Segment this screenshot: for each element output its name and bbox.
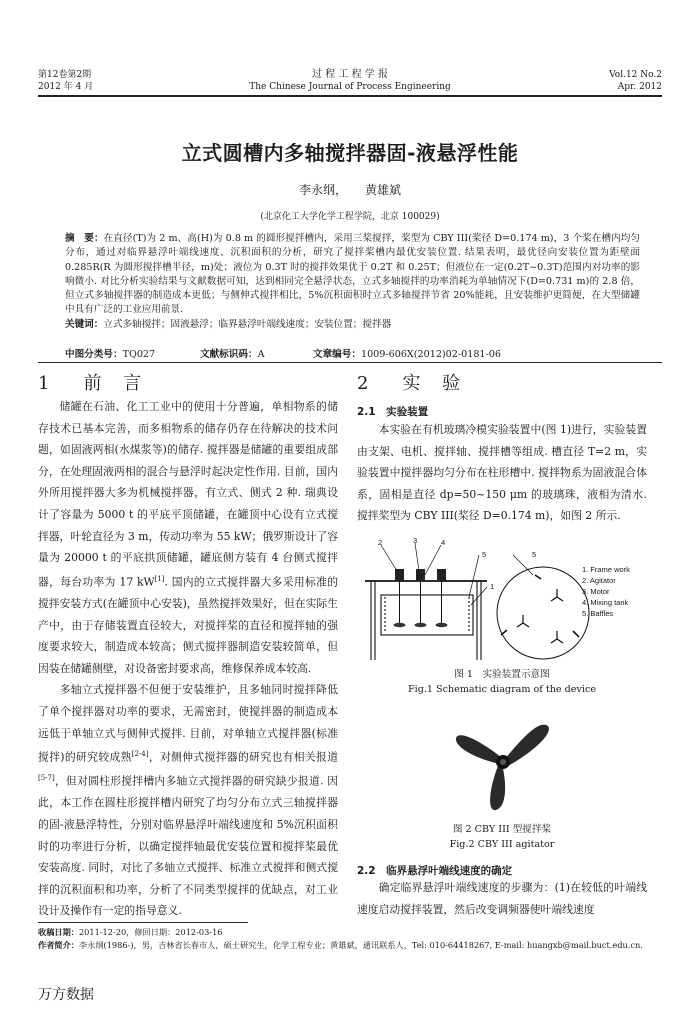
fig1-legend [582, 564, 630, 619]
keywords-text: 立式多轴搅拌；固液悬浮；临界悬浮叶端线速度；安装位置；搅拌器 [103, 318, 392, 330]
fig1-label-2: 2 [378, 538, 383, 547]
subsection-2-2: 2.2 临界悬浮叶端线速度的确定 [357, 865, 513, 877]
legend-item: 3. Motor [582, 587, 610, 596]
abstract-text: 在直径(T)为 2 m、高(H)为 0.8 m 的圆形搅拌槽内，采用三桨搅拌，桨型为 CBY III(桨径 D=0.174 m)，3 个桨在槽内均匀分布，通过对临界悬浮叶端线速度、沉积面积的分析，研究了搅拌桨槽内最优安装位置. 结果表明，最优径向安装位置为距壁面 0.285R(R 为圆形搅拌槽半径，m)处；液位为 0.3T 时的搅拌效果优于 0.2T 和 0.25T；但液位在一定(0.2T~0.3T)范围内对功率的影响微小. 对比分析实验结果与文献数据可知，达到相同完全悬浮状态，立式多轴搅拌的功率消耗为单轴情况下(D=0.731 m)的 2.8 倍，但立式多轴搅拌器的制造成本更低；与侧伸式搅拌相比，5%沉积面积时立式多轴搅拌节省 20%能耗，且安装维护更简便，在大型储罐中具有广泛的工业应用前景. [65, 233, 641, 316]
figure-2-caption-cn: 图 2 CBY III 型搅拌桨 [452, 824, 552, 835]
impeller-icon [394, 623, 406, 627]
figure-1-caption-en: Fig.1 Schematic diagram of the device [407, 684, 597, 695]
tank-top-view [497, 567, 589, 659]
subsection-2-1: 2.1 实验装置 [357, 406, 429, 418]
impeller-icon [415, 623, 427, 627]
section-1-heading: 1 前 言 [38, 373, 150, 394]
fig1-label-1: 1 [490, 582, 495, 591]
article-number: 文章编号：1009-606X(2012)02-0181-06 [313, 349, 501, 360]
figure-2-caption [357, 822, 647, 852]
section-1-paragraph-1: 储罐在石油、化工工业中的使用十分普遍，单相物系的储存技术已基本完善，而多相物系的储存仍存在待解决的技术问题，如固液两相(水煤浆等)的储存. 搅拌器是储罐的重要组成部分，在处理固液两相的混合与悬浮时起决定性作用. 目前，国内外所用搅拌器大多为机械搅拌器，有立式、侧式 2 种. 瑞典设计了容量为 5000 t 的平底平顶储罐，在罐顶中心设有立式搅拌器，叶轮直径为 3 m，传动功率为 55 kW；俄罗斯设计了容量为 20000 t 的平底拱顶储罐，罐底侧方装有 4 台侧式搅拌器，每台功率为 17 kW[1]. 国内的立式搅拌器大多采用标准的搅拌安装方式(在罐顶中心安装)，虽然搅拌效果好，但在实际生产中，由于存储装置直径较大，对搅拌桨的直径和搅拌轴的强度要求较大，制造成本较高；侧式搅拌器制造安装较简单，但因装在储罐侧壁，对设备密封要求高，维修保养成本较高. [38, 400, 338, 675]
abstract-rule [38, 362, 662, 363]
fig1-label-3: 3 [413, 536, 418, 545]
motor-icon [416, 569, 425, 581]
legend-item: 4. Mixing tank [582, 598, 629, 607]
abstract-label: 摘 要： [65, 233, 104, 244]
fig1-label-4: 4 [441, 538, 446, 547]
motor-icons [395, 569, 446, 581]
legend-item: 2. Agitator [582, 576, 616, 585]
footnote-rule [38, 922, 248, 923]
watermark: 万方数据 [38, 987, 94, 1003]
legend-item: 5. Baffles [582, 609, 614, 618]
received-dates: 收稿日期：2011-12-20，修回日期：2012-03-16 [38, 927, 223, 937]
page-title: 立式圆槽内多轴搅拌器固-液悬浮性能 [181, 141, 519, 165]
figure-2-caption-en: Fig.2 CBY III agitator [449, 839, 555, 850]
keywords-label: 关键词： [65, 318, 104, 330]
motor-icon [437, 569, 446, 581]
baffle-mark [535, 575, 541, 579]
abstract [65, 232, 640, 332]
header-rule [38, 95, 662, 97]
author-bio: 作者简介：李永纲(1986-)，男，吉林省长春市人，硕士研究生，化学工程专业；黄雄斌，通讯联系人，Tel: 010-64418267, E-mail: huangxb@mail.buct.edu.cn. [38, 940, 643, 950]
mixing-tank [381, 595, 473, 635]
figure-2-agitator-photo [450, 708, 554, 814]
journal-title-cn: 过 程 工 程 学 报 [312, 69, 388, 80]
affiliation: (北京化工大学化学工程学院，北京 100029) [260, 212, 440, 222]
impeller-top-icon [551, 631, 563, 643]
baffle-mark [573, 631, 579, 637]
fig1-label-5a: 5 [482, 550, 487, 559]
volume-number: Vol.12 No.2 [609, 70, 662, 80]
figure-1-caption [357, 667, 647, 697]
baffle-mark [501, 630, 507, 635]
journal-date: 2012 年 4 月 [38, 82, 94, 92]
motor-icon [395, 569, 404, 581]
impeller-top-icon [551, 589, 563, 601]
document-code: 文献标识码：A [200, 349, 265, 360]
section-2-paragraph-2: 确定临界悬浮叶端线速度的步骤为：(1)在较低的叶端线速度启动搅拌装置，然后改变调频器使叶端线速度 [357, 881, 647, 916]
clc-code: 中图分类号：TQ027 [65, 349, 156, 360]
impeller-top-icon [517, 615, 529, 627]
section-1-body [38, 396, 338, 922]
journal-title-en: The Chinese Journal of Process Engineering [249, 82, 451, 92]
fig1-label-5b: 5 [532, 550, 537, 559]
journal-volume: 第12卷第2期 [38, 70, 92, 80]
baffle-marks [501, 575, 579, 637]
footnote [38, 926, 668, 952]
section-2-paragraph-1: 本实验在有机玻璃冷模实验装置中(图 1)进行，实验装置由支架、电机、搅拌轴、搅拌槽等组成. 槽直径 T=2 m，实验装置中搅拌器均匀分布在柱形槽中. 搅拌物系为固液混合体系，固相是直径 dp=50~150 μm 的玻璃珠，液相为清水. 搅拌桨型为 CBY III(桨径 D=0.174 m)，如图 2 所示. [357, 423, 647, 523]
impeller-top-views [517, 589, 563, 643]
authors: 李永纲， 黄雄斌 [298, 183, 401, 197]
section-1-paragraph-2: 多轴立式搅拌器不但便于安装维护，且多轴同时搅拌降低了单个搅拌器对功率的要求，无需密封，使搅拌器的制造成本远低于单轴立式与侧伸式搅拌. 目前，对单轴立式搅拌器(标准搅拌)的研究较成熟[2-4]，对侧伸式搅拌器的研究也有相关报道[5-7]，但对圆柱形搅拌槽内多轴立式搅拌器的研究缺少报道. 因此，本工作在圆柱形搅拌槽内研究了均匀分布立式三轴搅拌器的固-液悬浮特性，分别对临界悬浮叶端线速度和 5%沉积面积时的功率进行分析，以确定搅拌轴最优安装位置和搅拌桨最优安装高度. 同时，对比了多轴立式搅拌、标准立式搅拌和侧式搅拌的沉积面积和功率，分析了不同类型搅拌的优缺点，对工业设计及操作有一定的指导意义. [38, 683, 338, 918]
legend-item: 1. Frame work [582, 565, 630, 574]
issue-date: Apr. 2012 [617, 82, 662, 92]
section-2-heading: 2 实 验 [357, 373, 469, 394]
figure-1-caption-cn: 图 1 实验装置示意图 [454, 669, 550, 680]
impeller-icon [436, 623, 448, 627]
section-2-1-body [357, 419, 647, 527]
section-2-2-body [357, 877, 647, 920]
